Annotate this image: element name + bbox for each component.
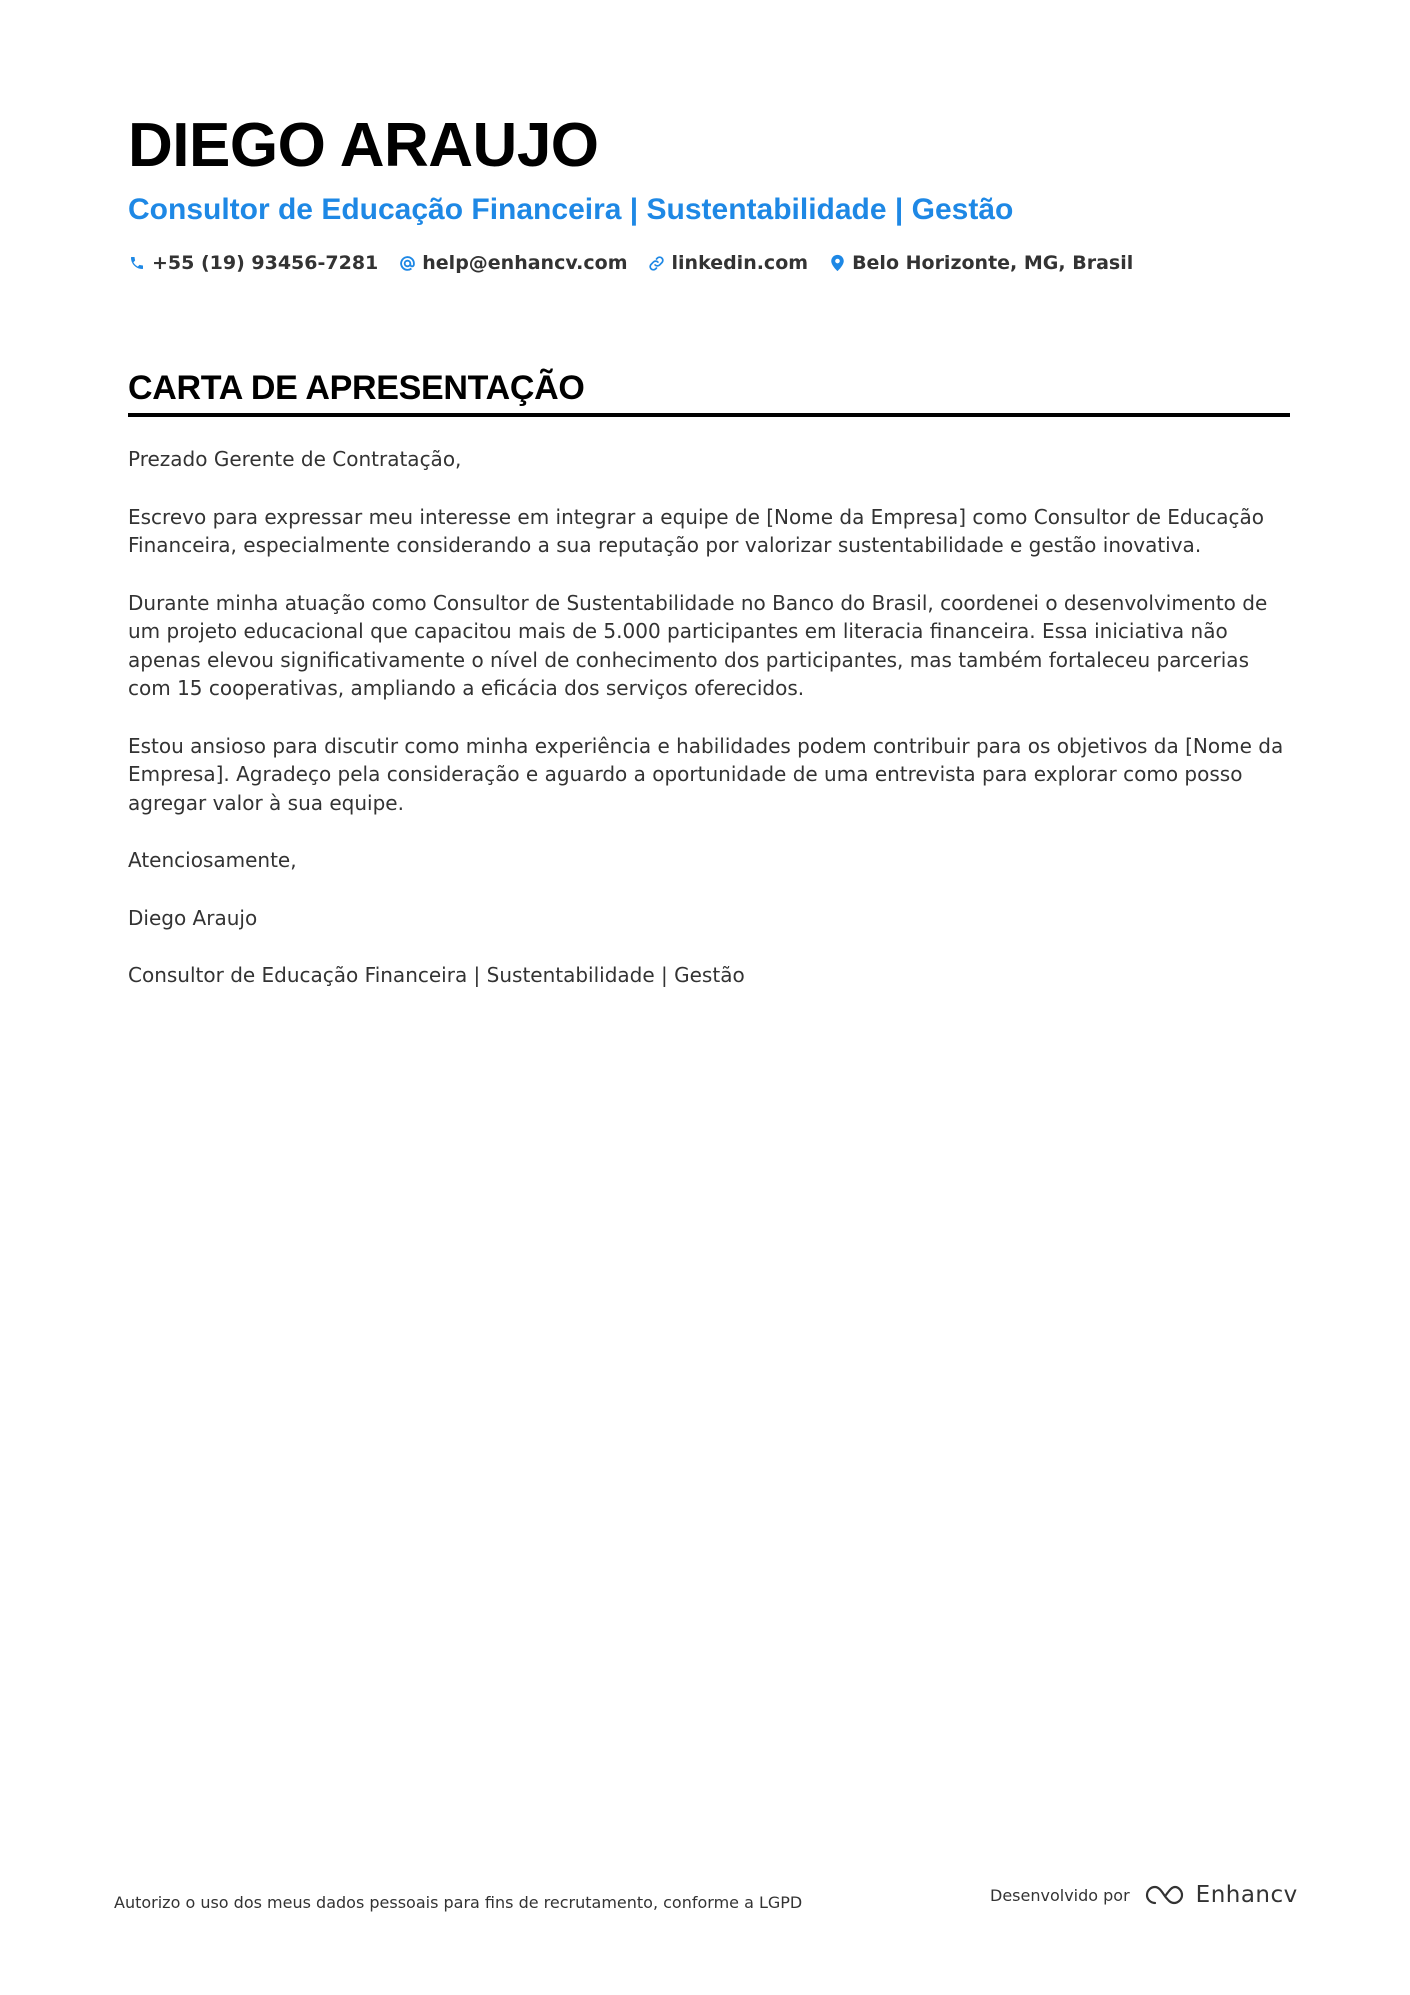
letter-greeting: Prezado Gerente de Contratação,: [128, 447, 462, 471]
letter-body: [128, 445, 1290, 990]
candidate-title: Consultor de Educação Financeira | Sustentabilidade | Gestão: [128, 193, 1014, 226]
consent-note: Autorizo o uso dos meus dados pessoais para fins de recrutamento, conforme a LGPD: [114, 1893, 803, 1912]
letter-signature-name: Diego Araujo: [128, 905, 258, 930]
letter-paragraph: Escrevo para expressar meu interesse em integrar a equipe de [Nome da Empresa] como Consultor de Educação Financeira, especialmente considerando a sua reputação por valorizar sustentabilidade e gestão inovativa.: [128, 504, 1265, 557]
phone-icon: [128, 254, 146, 272]
section-divider: [128, 413, 1290, 417]
letter-paragraph: Estou ansioso para discutir como minha experiência e habilidades podem contribuir para os objetivos da [Nome da Empresa]. Agradeço pela consideração e aguardo a oportunidade de uma entrevista para explorar como posso agregar valor à sua equipe.: [128, 733, 1284, 815]
letter-closing: Atenciosamente,: [128, 848, 297, 872]
powered-by: [990, 1882, 1298, 1908]
contact-email[interactable]: [398, 252, 627, 274]
contact-linkedin[interactable]: [648, 252, 809, 274]
letter-paragraph: Durante minha atuação como Consultor de Sustentabilidade no Banco do Brasil, coordenei o desenvolvimento de um projeto educacional que capacitou mais de 5.000 participantes em literacia financeira. Essa iniciativa não apenas elevou significativamente o nível de conhecimento dos participantes, mas também fortaleceu parcerias com 15 cooperativas, ampliando a eficácia dos serviços oferecidos.: [128, 590, 1268, 700]
cover-letter-section: [128, 366, 1290, 1019]
phone-text: +55 (19) 93456-7281: [152, 252, 379, 274]
enhancv-infinity-icon: [1142, 1883, 1188, 1907]
location-pin-icon: [828, 254, 846, 272]
linkedin-text: linkedin.com: [671, 252, 809, 274]
at-icon: [398, 254, 416, 272]
header: [128, 108, 1288, 274]
link-icon: [648, 254, 666, 272]
section-title: CARTA DE APRESENTAÇÃO: [128, 369, 585, 407]
enhancv-logo[interactable]: [1142, 1882, 1298, 1908]
location-text: Belo Horizonte, MG, Brasil: [852, 252, 1134, 274]
candidate-name: DIEGO ARAUJO: [128, 111, 599, 180]
brand-name: Enhancv: [1195, 1882, 1298, 1908]
powered-by-label: Desenvolvido por: [990, 1885, 1130, 1905]
contact-location: [828, 252, 1133, 274]
letter-signature-title: Consultor de Educação Financeira | Sustentabilidade | Gestão: [128, 963, 745, 987]
contact-phone[interactable]: [128, 252, 378, 274]
contact-bar: [128, 252, 1288, 274]
email-text: help@enhancv.com: [422, 252, 628, 274]
